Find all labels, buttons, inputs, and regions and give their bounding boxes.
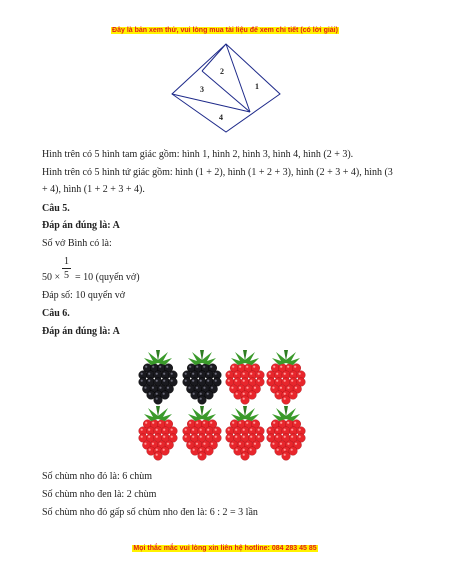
preview-banner: Đây là bản xem thử, vui lòng mua tài liệu để xem chi tiết (có lời giải) — [112, 27, 338, 34]
question-6-answer: Đáp án đúng là: A — [42, 326, 120, 337]
question-5-result: Đáp số: 10 quyển vở — [42, 290, 126, 301]
question-5-answer: Đáp án đúng là: A — [42, 220, 120, 231]
region-label-2: 2 — [220, 67, 224, 76]
question-5-title: Câu 5. — [42, 203, 70, 214]
berry-leaves — [188, 406, 216, 421]
black-berry-cluster — [139, 350, 178, 404]
berry-leaves — [272, 350, 300, 365]
question-6-red-count: Số chùm nho đỏ là: 6 chùm — [42, 471, 152, 482]
fraction-denominator: 5 — [64, 270, 69, 281]
fraction-numerator: 1 — [64, 256, 69, 267]
region-label-1: 1 — [255, 82, 259, 91]
black-berry-cluster — [183, 350, 222, 404]
question-5-intro: Số vở Bình có là: — [42, 238, 112, 249]
berry-leaves — [231, 350, 259, 365]
question-6-result: Số chùm nho đỏ gấp số chùm nho đen là: 6 : 2 = 3 lần — [42, 507, 258, 518]
berry-leaves — [231, 406, 259, 421]
berry-leaves — [144, 406, 172, 421]
region-label-3: 3 — [200, 85, 204, 94]
berry-leaves — [272, 406, 300, 421]
question-6-black-count: Số chùm nho đen là: 2 chùm — [42, 489, 157, 500]
region-label-4: 4 — [219, 113, 223, 122]
red-berry-cluster — [267, 350, 306, 404]
berry-leaves — [188, 350, 216, 365]
hotline-banner: Mọi thắc mắc vui lòng xin liên hệ hotline: 084 283 45 85 — [133, 545, 317, 552]
quads-text-line2: + 4), hình (1 + 2 + 3 + 4). — [42, 184, 145, 195]
triangles-text: Hình trên có 5 hình tam giác gồm: hình 1, hình 2, hình 3, hình 4, hình (2 + 3). — [42, 149, 354, 160]
question-6-title: Câu 6. — [42, 308, 70, 319]
berry-leaves — [144, 350, 172, 365]
red-berry-cluster — [139, 406, 178, 460]
question-5-calc-result: = 10 (quyển vở) — [75, 272, 140, 283]
red-berry-cluster — [226, 350, 265, 404]
red-berry-cluster — [267, 406, 306, 460]
red-berry-cluster — [183, 406, 222, 460]
question-5-calc-prefix: 50 × — [42, 272, 61, 283]
quads-text-line1: Hình trên có 5 hình tứ giác gồm: hình (1 + 2), hình (1 + 2 + 3), hình (2 + 3 + 4), hình (3 — [42, 167, 393, 178]
red-berry-cluster — [226, 406, 265, 460]
